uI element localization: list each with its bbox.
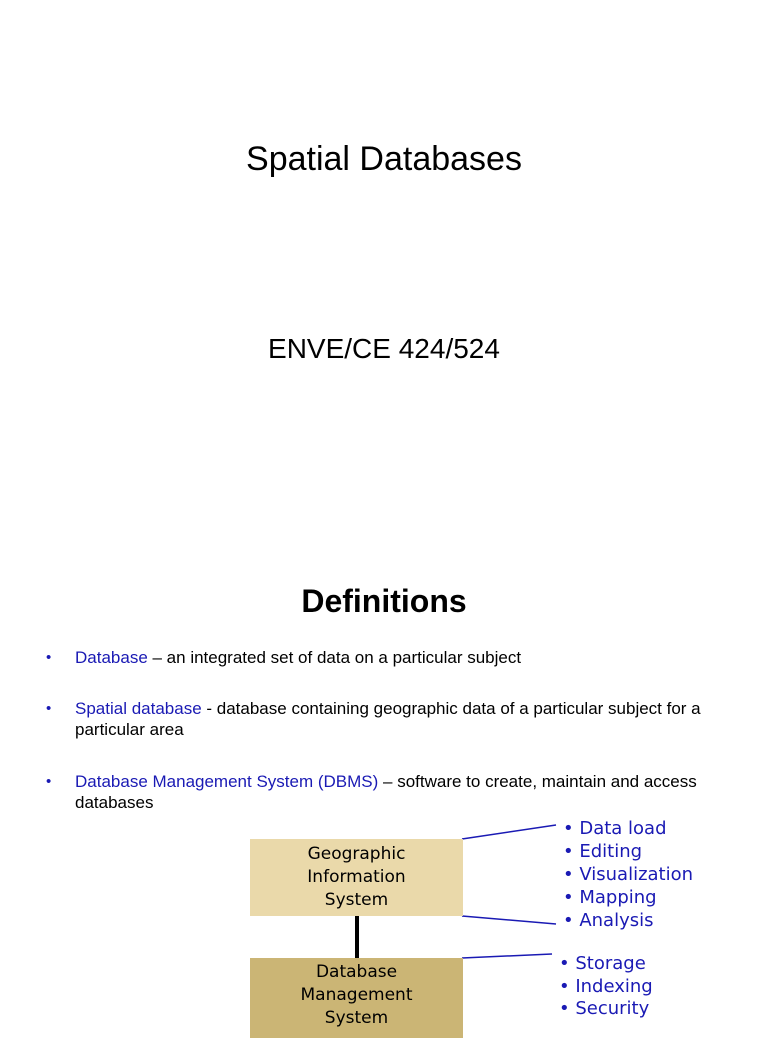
- definition-text: - database containing geographic data of a particular subject for a particular area: [75, 699, 701, 739]
- gis-line-1: Geographic: [307, 844, 406, 864]
- definition-text: – software to create, maintain and access databases: [75, 772, 697, 812]
- dbms-line-top: [462, 954, 552, 958]
- term-database: Database: [75, 648, 148, 667]
- gis-line-2: Information: [307, 867, 406, 887]
- definition-text: – an integrated set of data on a particular subject: [147, 648, 522, 667]
- definitions-title: Definitions: [301, 583, 467, 619]
- gis-function-visualization: • Visualization: [563, 864, 694, 885]
- gis-function-data-load: • Data load: [563, 818, 667, 839]
- course-code: ENVE/CE 424/524: [268, 333, 500, 364]
- gis-line-bottom: [462, 916, 556, 924]
- gis-function-mapping: • Mapping: [563, 887, 657, 908]
- gis-dbms-connector: [355, 916, 359, 958]
- dbms-box: [250, 958, 463, 1038]
- slide-title: Spatial Databases: [246, 140, 522, 178]
- definitions-slide: [0, 540, 768, 1028]
- gis-function-editing: • Editing: [563, 841, 643, 862]
- gis-box: [250, 839, 463, 916]
- gis-line-top: [462, 825, 556, 839]
- gis-function-analysis: • Analysis: [563, 910, 654, 931]
- term-spatial-database: Spatial database: [75, 699, 202, 718]
- dbms-line-3: System: [324, 1008, 389, 1028]
- bullet-marker: •: [46, 700, 52, 717]
- dbms-function-storage: • Storage: [559, 953, 646, 974]
- diagram-connector-lines: [0, 540, 768, 1024]
- bullet-marker: •: [46, 649, 52, 666]
- dbms-function-indexing: • Indexing: [559, 976, 653, 997]
- dbms-line-2: Management: [300, 985, 413, 1005]
- bullet-marker: •: [46, 773, 52, 790]
- term-dbms: Database Management System (DBMS): [75, 772, 379, 791]
- gis-line-3: System: [324, 890, 389, 910]
- dbms-function-security: • Security: [559, 998, 650, 1019]
- dbms-line-1: Database: [315, 962, 398, 982]
